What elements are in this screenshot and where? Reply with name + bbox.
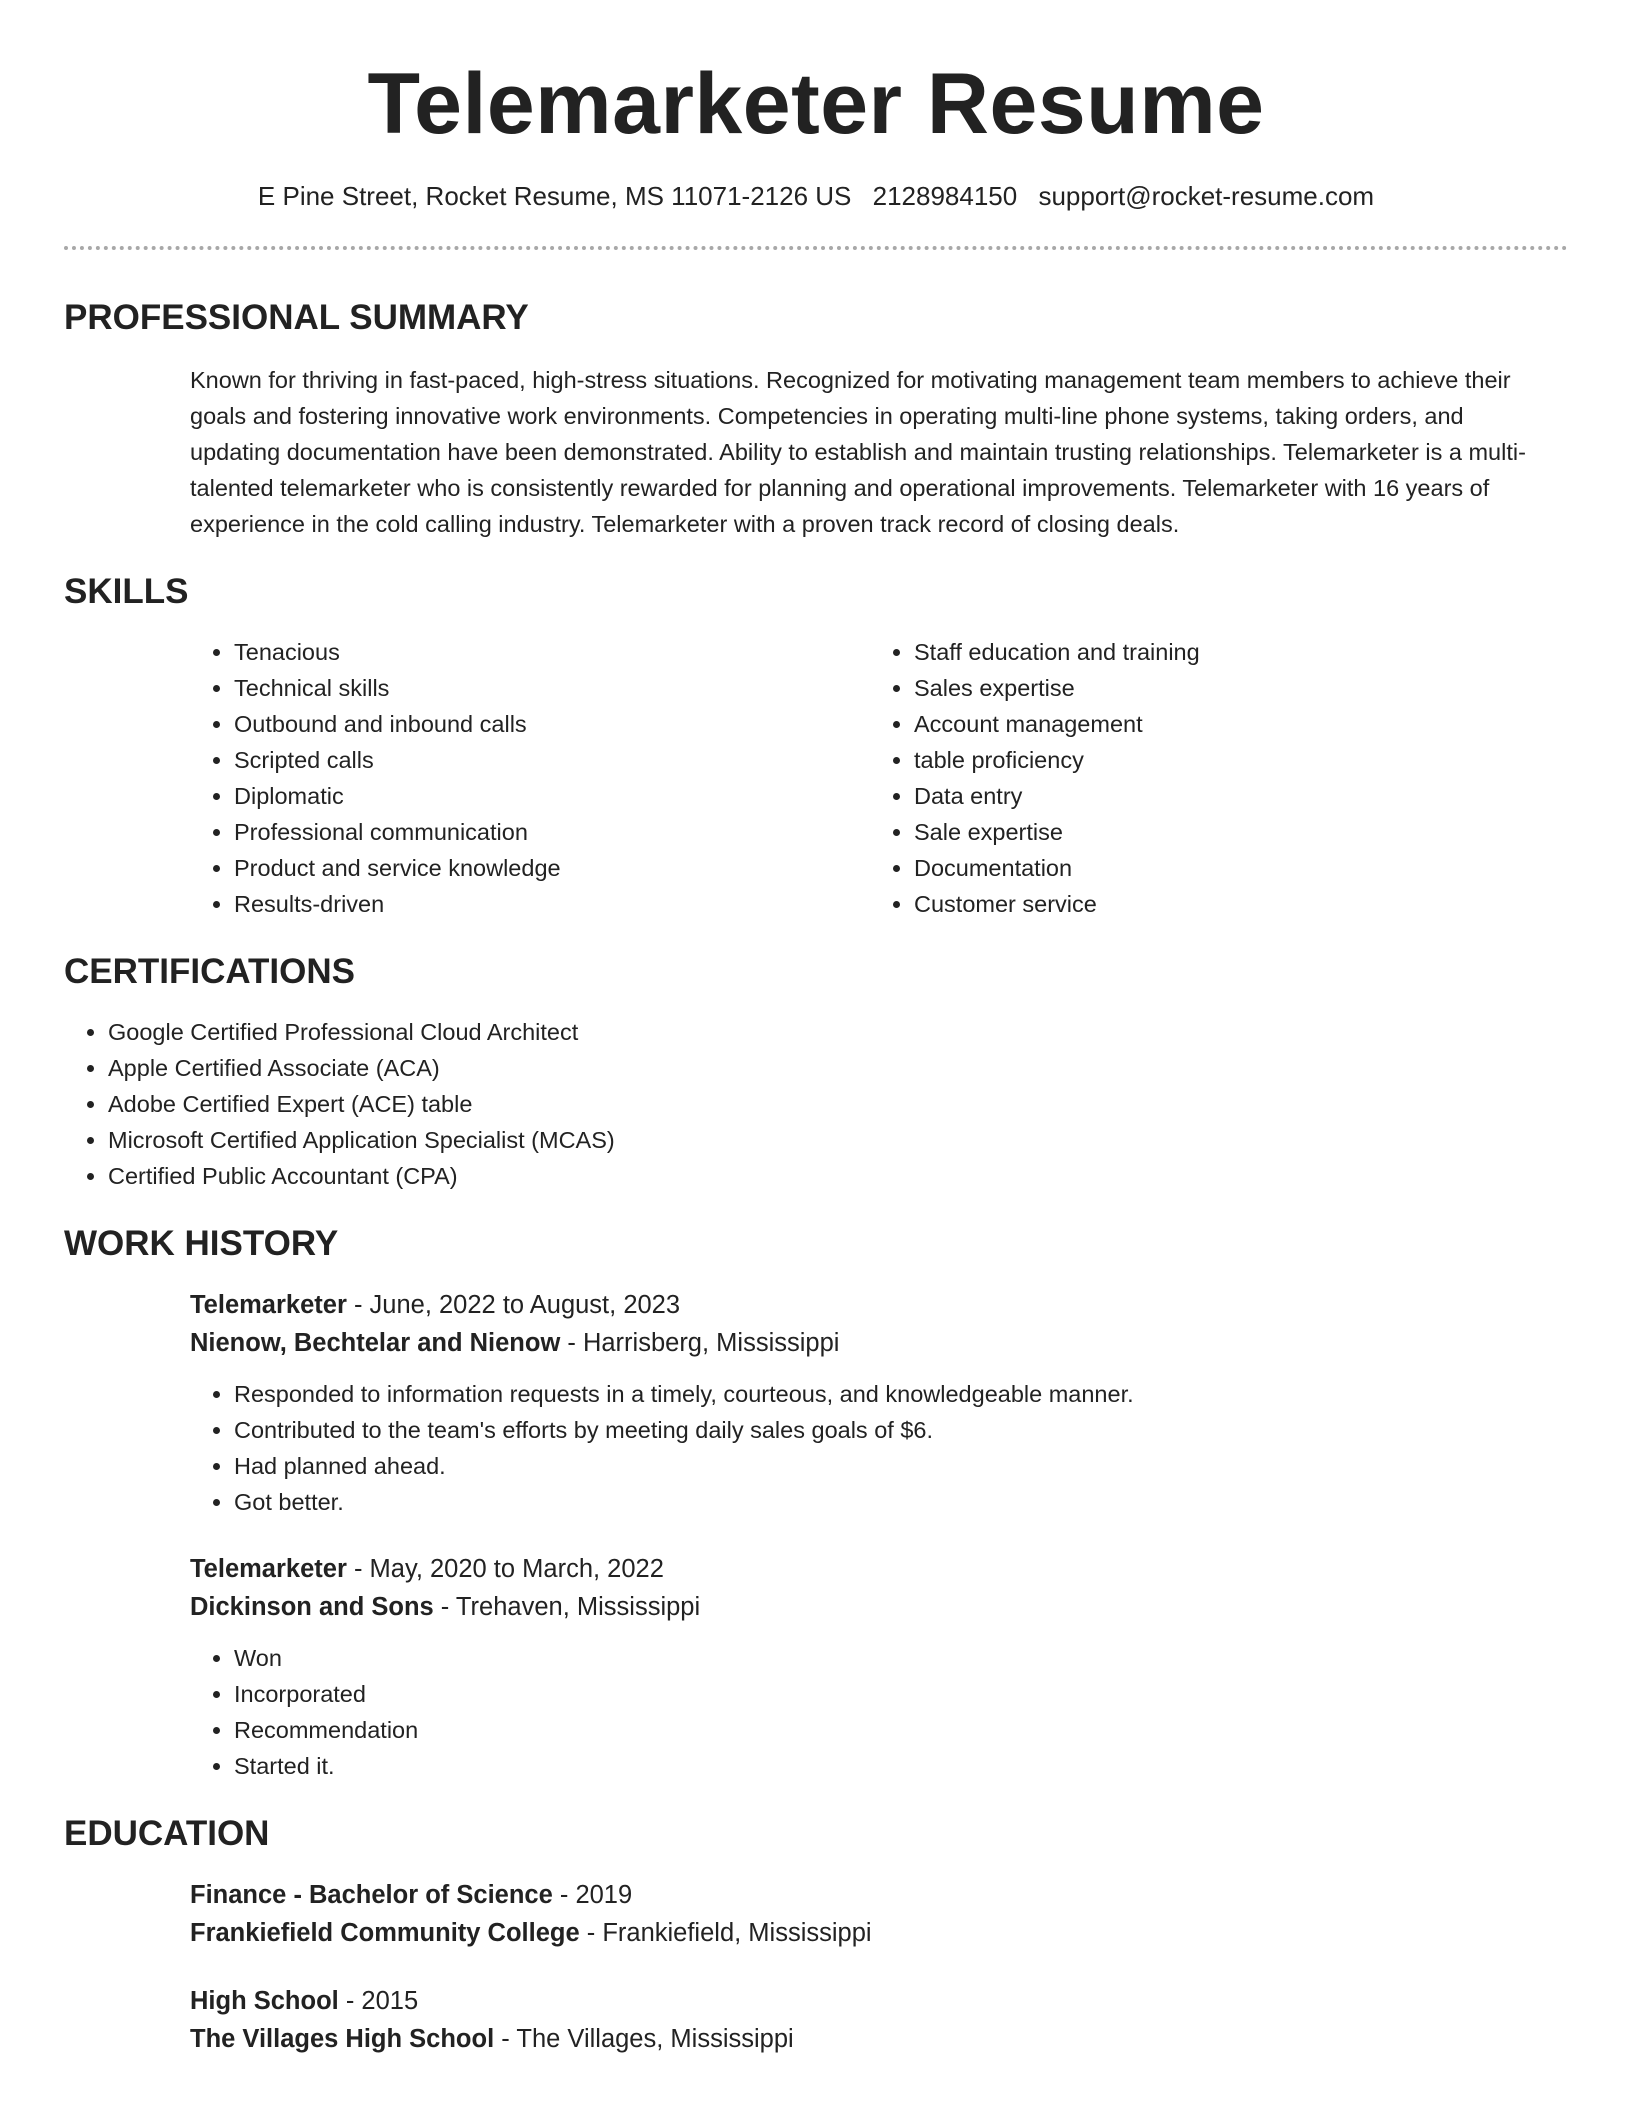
job-company: Dickinson and Sons <box>190 1593 434 1621</box>
list-item: • Started it. <box>234 1748 1568 1784</box>
list-item: • Account management <box>914 706 1550 742</box>
job-location: - Trehaven, Mississippi <box>433 1593 701 1621</box>
list-item: • Incorporated <box>234 1676 1568 1712</box>
certifications-list <box>64 1014 1568 1194</box>
job-bullets <box>190 1640 1568 1784</box>
list-item: • Certified Public Accountant (CPA) <box>108 1158 1568 1194</box>
job-bullets <box>190 1376 1568 1520</box>
job-company-line <box>190 1324 1568 1362</box>
list-item: • Customer service <box>914 886 1550 922</box>
education-heading: EDUCATION <box>64 1814 270 1853</box>
list-item: • Responded to information requests in a timely, courteous, and knowledgeable manner. <box>234 1376 1568 1412</box>
education-degree: High School <box>190 1987 339 2015</box>
skills-heading: SKILLS <box>64 572 189 611</box>
education-degree-line <box>190 1876 1568 1914</box>
job-entry <box>190 1550 1568 1784</box>
education-year: - 2019 <box>552 1881 633 1909</box>
list-item: • Data entry <box>914 778 1550 814</box>
list-item: • Scripted calls <box>234 742 870 778</box>
job-entry <box>190 1286 1568 1520</box>
list-item: • Diplomatic <box>234 778 870 814</box>
resume-title: Telemarketer Resume <box>367 56 1265 152</box>
contact-phone: 2128984150 <box>872 181 1018 211</box>
work-history-heading: WORK HISTORY <box>64 1224 339 1263</box>
education-entry <box>190 1982 1568 2058</box>
list-item: • Professional communication <box>234 814 870 850</box>
job-company: Nienow, Bechtelar and Nienow <box>190 1329 561 1357</box>
list-item: • Technical skills <box>234 670 870 706</box>
education-school-line <box>190 1914 1568 1952</box>
list-item: • Tenacious <box>234 634 870 670</box>
list-item: • Adobe Certified Expert (ACE) table <box>108 1086 1568 1122</box>
job-title: Telemarketer <box>190 1291 347 1319</box>
list-item: • Contributed to the team's efforts by meeting daily sales goals of $6. <box>234 1412 1568 1448</box>
list-item: • Got better. <box>234 1484 1568 1520</box>
education-school-line <box>190 2020 1568 2058</box>
contact-line <box>64 178 1568 214</box>
skills-left-column <box>190 634 870 922</box>
education-degree: Finance - Bachelor of Science <box>190 1881 553 1909</box>
list-item: • Sale expertise <box>914 814 1550 850</box>
summary-heading: PROFESSIONAL SUMMARY <box>64 298 529 337</box>
list-item: • Won <box>234 1640 1568 1676</box>
certifications-heading: CERTIFICATIONS <box>64 952 356 991</box>
job-title: Telemarketer <box>190 1555 347 1583</box>
list-item: • Staff education and training <box>914 634 1550 670</box>
education-year: - 2015 <box>338 1987 419 2015</box>
skills-list <box>190 634 1568 922</box>
list-item: • Sales expertise <box>914 670 1550 706</box>
contact-email: support@rocket-resume.com <box>1038 181 1375 211</box>
contact-address: E Pine Street, Rocket Resume, MS 11071-2126 US <box>257 181 852 211</box>
job-dates: - May, 2020 to March, 2022 <box>346 1555 664 1583</box>
job-title-line <box>190 1550 1568 1588</box>
list-item: • Microsoft Certified Application Specialist (MCAS) <box>108 1122 1568 1158</box>
list-item: • Results-driven <box>234 886 870 922</box>
list-item: • Recommendation <box>234 1712 1568 1748</box>
education-school: Frankiefield Community College <box>190 1919 580 1947</box>
education-entry <box>190 1876 1568 1952</box>
job-dates: - June, 2022 to August, 2023 <box>346 1291 681 1319</box>
list-item: • Apple Certified Associate (ACA) <box>108 1050 1568 1086</box>
job-location: - Harrisberg, Mississippi <box>560 1329 840 1357</box>
job-title-line <box>190 1286 1568 1324</box>
education-location: - The Villages, Mississippi <box>494 2025 794 2053</box>
list-item: • Outbound and inbound calls <box>234 706 870 742</box>
job-company-line <box>190 1588 1568 1626</box>
education-degree-line <box>190 1982 1568 2020</box>
list-item: • Documentation <box>914 850 1550 886</box>
list-item: • Product and service knowledge <box>234 850 870 886</box>
list-item: • Google Certified Professional Cloud Architect <box>108 1014 1568 1050</box>
header-divider <box>64 246 1568 250</box>
list-item: • table proficiency <box>914 742 1550 778</box>
education-school: The Villages High School <box>190 2025 495 2053</box>
summary-text: Known for thriving in fast-paced, high-stress situations. Recognized for motivating management team members to achieve their goals and fostering innovative work environments. Competencies in operating multi-line phone systems, taking orders, and updating documentation have been demonstrated. Ability to establish and maintain trusting relationships. Telemarketer is a multi-talented telemarketer who is consistently rewarded for planning and operational improvements. Telemarketer with 16 years of experience in the cold calling industry. Telemarketer with a proven track record of closing deals. <box>190 367 1526 537</box>
skills-right-column <box>870 634 1550 922</box>
education-location: - Frankiefield, Mississippi <box>579 1919 872 1947</box>
list-item: • Had planned ahead. <box>234 1448 1568 1484</box>
